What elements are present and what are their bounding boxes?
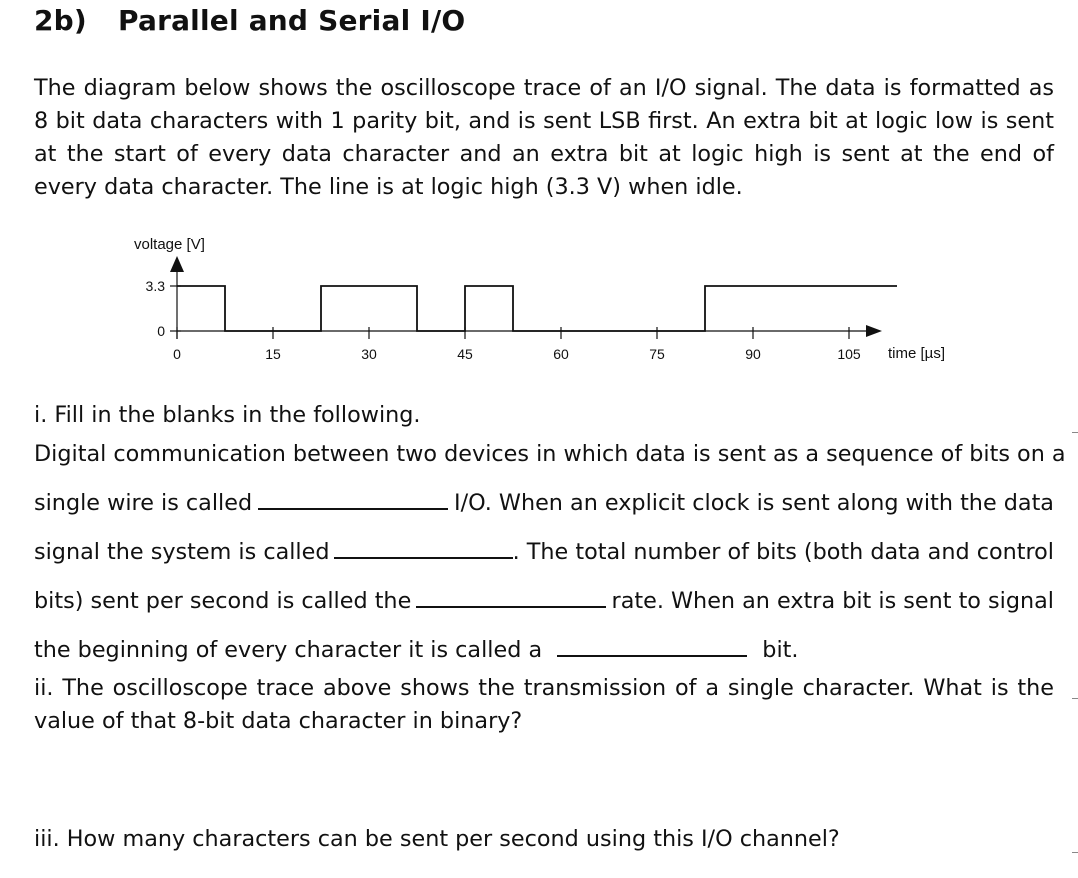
oscilloscope-trace <box>0 220 1078 370</box>
part-i-line5-post: bit. <box>762 637 799 663</box>
question-title: Parallel and Serial I/O <box>118 4 466 37</box>
blank-3[interactable] <box>416 605 606 608</box>
blank-2[interactable] <box>334 556 513 559</box>
y-tick-label: 3.3 <box>145 278 165 294</box>
x-tick-label: 15 <box>265 346 281 362</box>
part-i-line1 <box>34 441 1066 467</box>
question-heading <box>34 4 465 37</box>
x-tick-label: 60 <box>553 346 569 362</box>
x-tick-label: 45 <box>457 346 473 362</box>
x-tick-label: 105 <box>837 346 861 362</box>
x-tick-label: 90 <box>745 346 761 362</box>
signal-waveform <box>177 286 897 331</box>
part-iii-question: iii. How many characters can be sent per second using this I/O channel? <box>34 826 840 852</box>
y-tick-label: 0 <box>157 323 165 339</box>
intro-paragraph: The diagram below shows the oscilloscope trace of an I/O signal. The data is formatted as 8 bit data characters with 1 parity bit, and is sent LSB first. An extra bit at logic low is sent at the start of every data character and an extra bit at logic high is sent at the end of every data character. The line is at logic high (3.3 V) when idle. <box>34 75 1054 200</box>
part-i-line4 <box>34 588 1054 614</box>
question-number: 2b) <box>34 4 87 37</box>
part-ii-question: ii. The oscilloscope trace above shows the transmission of a single character. What is the value of that 8-bit data character in binary? <box>34 675 1054 734</box>
part-i-line2 <box>34 490 1054 516</box>
x-tick-label: 75 <box>649 346 665 362</box>
y-axis-arrow <box>170 256 184 272</box>
part-i-line4-pre: bits) sent per second is called the <box>34 588 412 614</box>
part-i-line2-post: I/O. When an explicit clock is sent along with the data <box>454 490 1054 516</box>
trace-labels <box>134 236 945 362</box>
part-i-line5 <box>34 637 798 663</box>
part-i-line3-pre: signal the system is called <box>34 539 330 565</box>
x-axis-label: time [µs] <box>888 345 945 362</box>
part-i-line1-text: Digital communication between two devices in which data is sent as a sequence of bits on a <box>34 441 1066 467</box>
x-axis-arrow <box>866 325 882 337</box>
part-i-line3-post: . The total number of bits (both data and control <box>512 539 1054 565</box>
blank-4[interactable] <box>557 654 747 657</box>
x-tick-label: 0 <box>173 346 181 362</box>
trace-axes <box>170 256 882 339</box>
margin-mark <box>1072 432 1078 433</box>
part-i-line3 <box>34 539 1054 565</box>
part-i-line4-post: rate. When an extra bit is sent to signal <box>611 588 1054 614</box>
blank-1[interactable] <box>258 507 448 510</box>
x-tick-label: 30 <box>361 346 377 362</box>
part-i-line2-pre: single wire is called <box>34 490 253 516</box>
margin-mark <box>1072 852 1078 853</box>
y-axis-label: voltage [V] <box>134 236 205 253</box>
part-i-label: i. Fill in the blanks in the following. <box>34 402 421 428</box>
margin-mark <box>1072 698 1078 699</box>
part-i-line5-pre: the beginning of every character it is called a <box>34 637 543 663</box>
